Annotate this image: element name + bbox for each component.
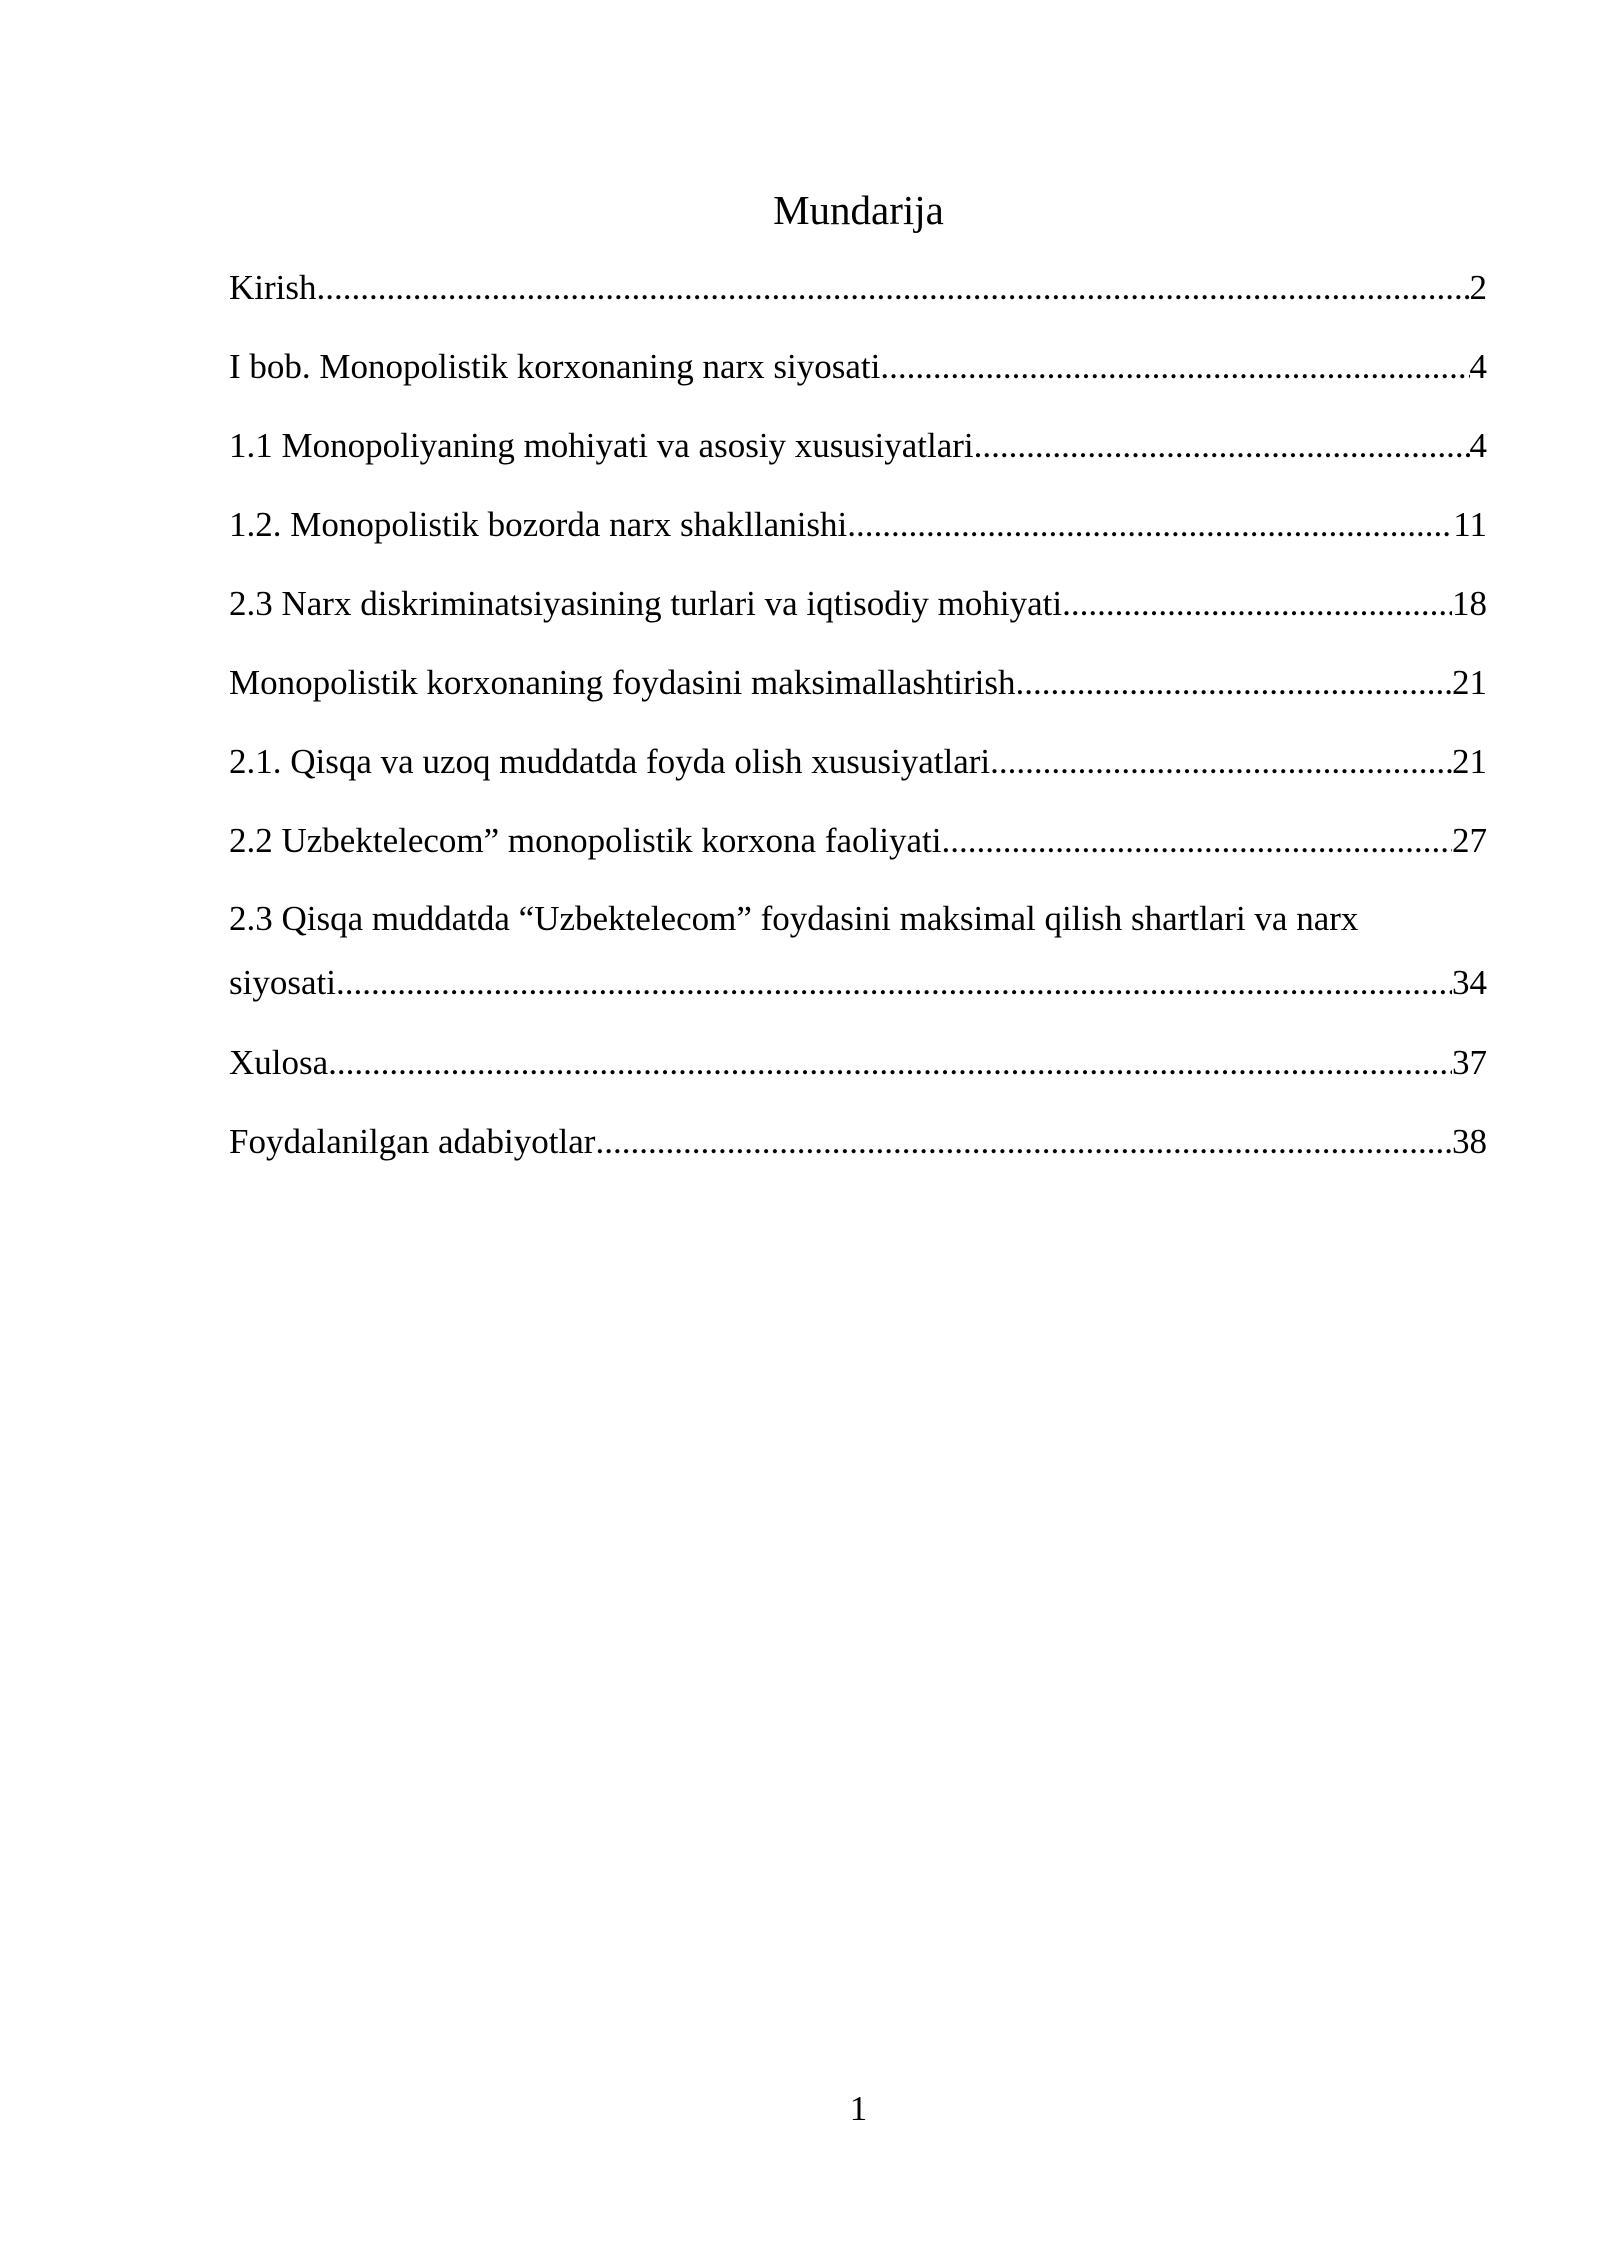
toc-entry-page: 27 (1452, 821, 1487, 860)
toc-entry-adabiyotlar[interactable] (229, 1102, 1487, 1181)
dot-leader (1062, 564, 1452, 643)
dot-leader (880, 327, 1469, 406)
toc-entry-page: 4 (1469, 426, 1487, 465)
toc-entry-chapter-2[interactable] (229, 643, 1487, 722)
toc-entry-xulosa[interactable] (229, 1023, 1487, 1102)
toc-entry-label: Monopolistik korxonaning foydasini maksimallashtirish (229, 663, 1016, 702)
dot-leader (1015, 643, 1452, 722)
toc-entry-section-2-3[interactable] (229, 887, 1487, 1015)
toc-entry-label: 1.2. Monopolistik bozorda narx shakllanishi (229, 505, 848, 544)
dot-leader (974, 406, 1470, 485)
toc-entry-continuation (229, 951, 1487, 1015)
toc-entry-label: I bob. Monopolistik korxonaning narx siyosati (229, 347, 881, 386)
page-title: Mundarija (773, 187, 944, 233)
dot-leader (990, 722, 1452, 801)
toc-entry-label: Foydalanilgan adabiyotlar (229, 1122, 596, 1161)
toc-entry-page: 11 (1453, 505, 1487, 544)
toc-entry-chapter-1[interactable] (229, 327, 1487, 406)
toc-entry-page: 38 (1452, 1122, 1487, 1161)
toc-entry-section-narx-diskriminatsiyasi[interactable] (229, 564, 1487, 643)
toc-entry-page: 18 (1452, 584, 1487, 623)
toc-entry-section-1-1[interactable] (229, 406, 1487, 485)
toc-entry-label: Xulosa (229, 1043, 329, 1082)
toc-entry-section-1-2[interactable] (229, 485, 1487, 564)
toc-entry-label: 1.1 Monopoliyaning mohiyati va asosiy xususiyatlari (229, 426, 974, 465)
toc-entry-page: 21 (1452, 742, 1487, 781)
toc-entry-page: 37 (1452, 1043, 1487, 1082)
toc-entry-page: 21 (1452, 663, 1487, 702)
toc-entry-label: 2.1. Qisqa va uzoq muddatda foyda olish xususiyatlari (229, 742, 991, 781)
toc-entry-label: 2.2 Uzbektelecom” monopolistik korxona faoliyati (229, 821, 942, 860)
toc-entry-label: 2.3 Narx diskriminatsiyasining turlari va iqtisodiy mohiyati (229, 584, 1063, 623)
dot-leader (328, 1023, 1452, 1102)
toc-entry-section-2-1[interactable] (229, 722, 1487, 801)
toc-entry-label: Kirish (229, 268, 317, 307)
dot-leader (847, 485, 1453, 564)
dot-leader (336, 951, 1452, 1015)
toc-entry-page: 34 (1452, 963, 1487, 1002)
toc-entry-label: 2.3 Qisqa muddatda “Uzbektelecom” foydasini maksimal qilish shartlari va narx (229, 899, 1359, 938)
table-of-contents (229, 248, 1487, 1181)
toc-entry-kirish[interactable] (229, 248, 1487, 327)
dot-leader (595, 1102, 1452, 1181)
toc-entry-page: 4 (1469, 347, 1487, 386)
toc-entry-section-2-2[interactable] (229, 801, 1487, 880)
toc-entry-label-continuation: siyosati (229, 963, 336, 1002)
dot-leader (941, 801, 1452, 880)
page-number: 1 (849, 2089, 868, 2128)
toc-entry-page: 2 (1469, 268, 1487, 307)
dot-leader (317, 248, 1470, 327)
